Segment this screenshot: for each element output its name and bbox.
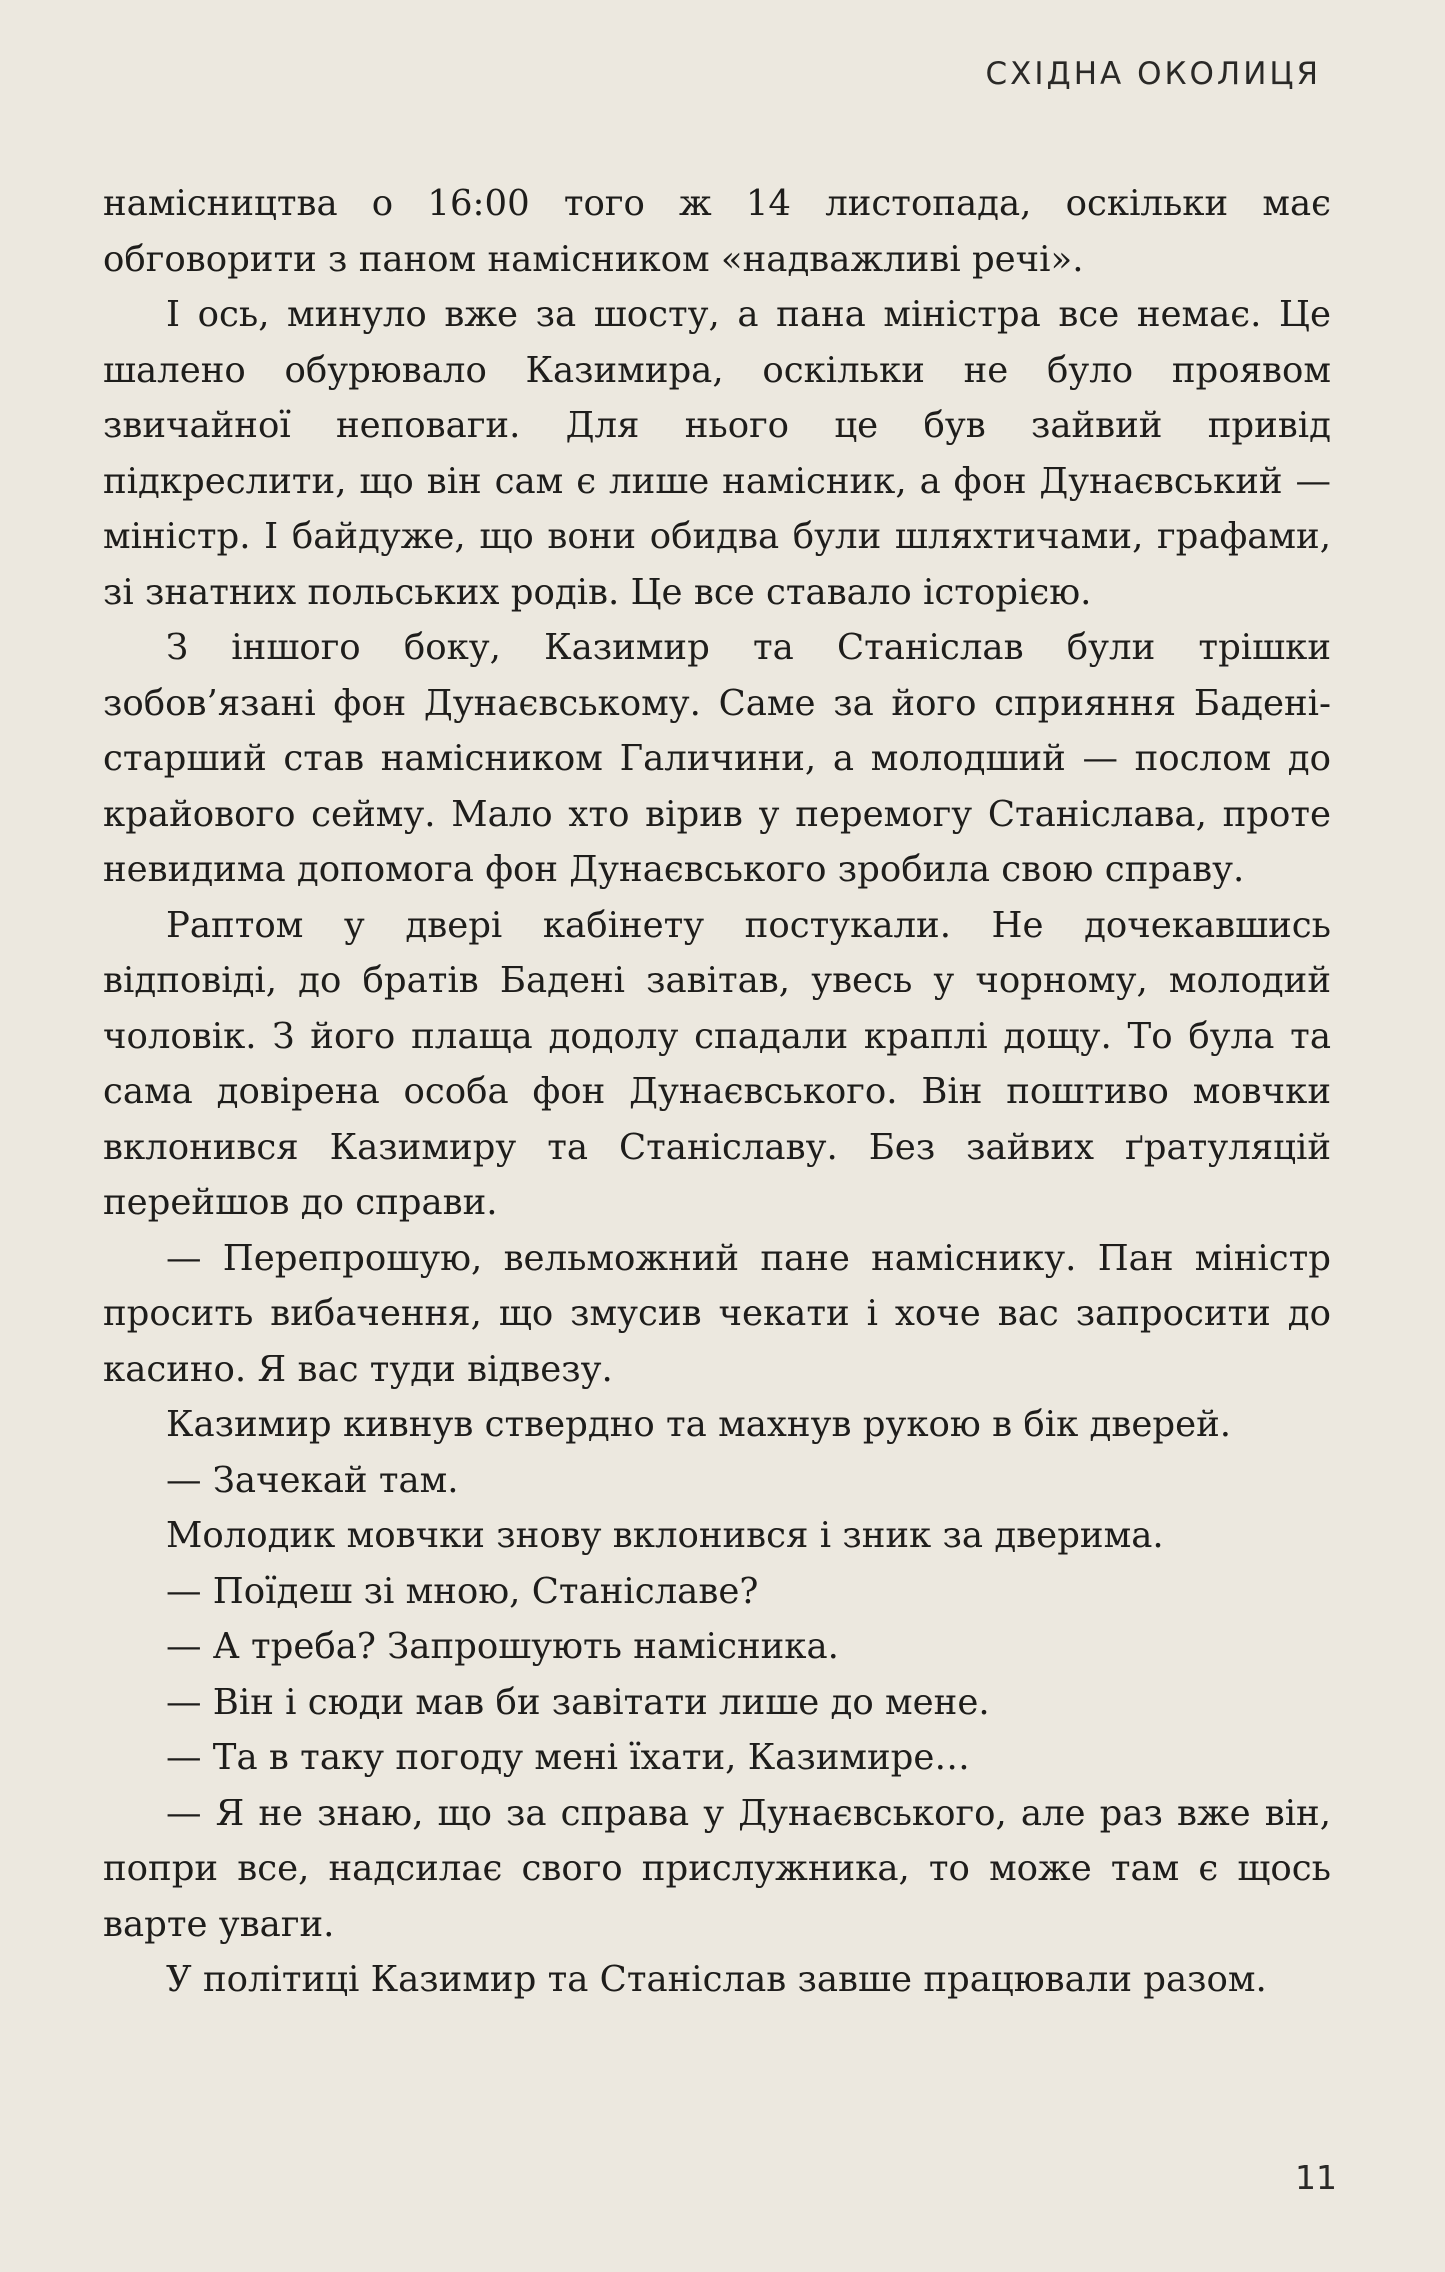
dialogue-line: — Та в таку погоду мені їхати, Казимире… xyxy=(166,1737,970,1778)
running-header: СХІДНА ОКОЛИЦЯ xyxy=(985,56,1321,92)
dialogue-line: — Зачекай там. xyxy=(166,1459,459,1501)
dialogue-line: — Перепрошую, вельможний пане наміснику. Пан міністр просить вибачення, що змусив чекати і хоче вас запросити до касино. Я вас туди відвезу. xyxy=(103,1237,1331,1390)
dialogue-line: — Він і сюди мав би завітати лише до мене. xyxy=(166,1681,990,1723)
dialogue-line: — Я не знаю, що за справа у Дунаєвського, але раз вже він, попри все, надсилає свого прислужника, то може там є щось варте уваги. xyxy=(103,1792,1331,1945)
page-number: 11 xyxy=(1295,2158,1337,2197)
paragraph: Раптом у двері кабінету постукали. Не дочекавшись відповіді, до братів Бадені завітав, увесь у чорному, молодий чоловік. З його плаща додолу спадали краплі дощу. То була та сама довірена особа фон Дунаєвського. Він поштиво мовчки вклонився Казимиру та Станіславу. Без зайвих ґратуляцій перейшов до справи. xyxy=(103,904,1331,1223)
paragraph: Казимир кивнув ствердно та махнув рукою в бік дверей. xyxy=(166,1404,1232,1445)
body-text xyxy=(103,176,1331,2008)
paragraph-continuation: намісництва о 16:00 того ж 14 листопада, оскільки має обговорити з паном намісником «надважливі речі». xyxy=(103,183,1331,280)
paragraph: У політиці Казимир та Станіслав завше працювали разом. xyxy=(166,1959,1267,2000)
paragraph: З іншого боку, Казимир та Станіслав були трішки зобов’язані фон Дунаєвському. Саме за його сприяння Бадені-старший став намісником Галичини, а молодший — послом до крайового сейму. Мало хто вірив у перемогу Станіслава, проте невидима допомога фон Дунаєвського зробила свою справу. xyxy=(103,627,1331,890)
dialogue-line: — А треба? Запрошують намісника. xyxy=(166,1626,839,1667)
paragraph: І ось, минуло вже за шосту, а пана міністра все немає. Це шалено обурювало Казимира, оскільки не було проявом звичайної неповаги. Для нього це був зайвий привід підкреслити, що він сам є лише намісник, а фон Дунаєвський — міністр. І байдуже, що вони обидва були шляхтичами, графами, зі знатних польських родів. Це все ставало історією. xyxy=(103,294,1331,613)
paragraph: Молодик мовчки знову вклонився і зник за дверима. xyxy=(166,1515,1164,1556)
dialogue-line: — Поїдеш зі мною, Станіславе? xyxy=(166,1570,759,1612)
